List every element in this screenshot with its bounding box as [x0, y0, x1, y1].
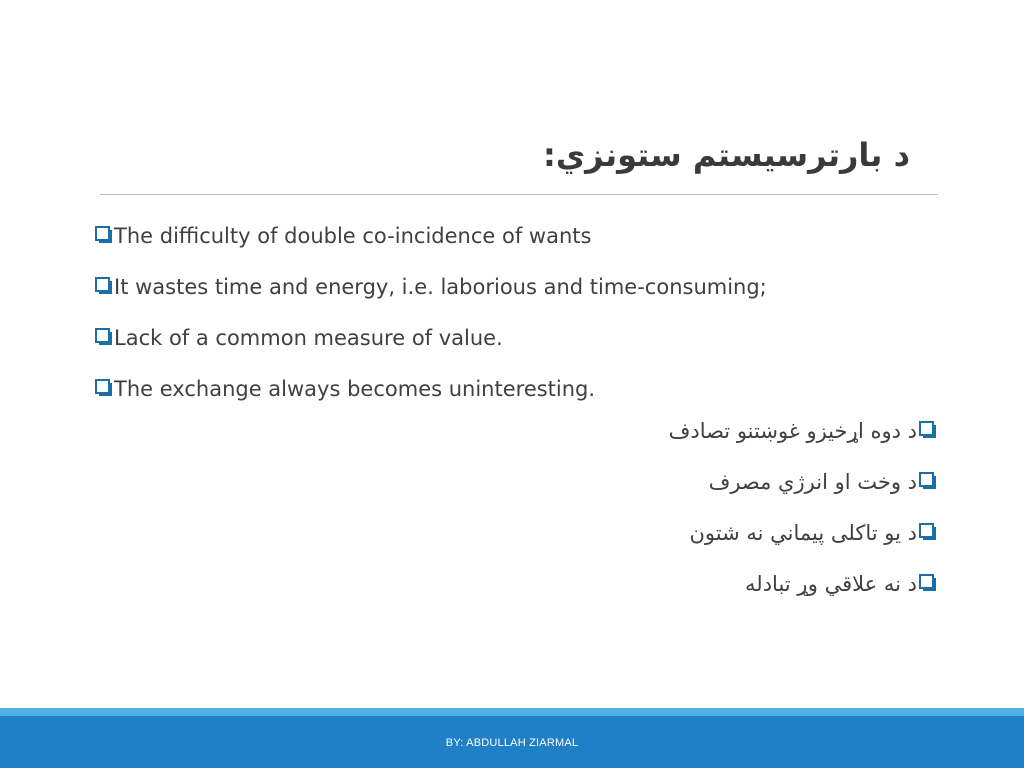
list-item-text: د يو تاکلی پيماني نه شتون [689, 520, 917, 545]
footer-accent-stripe [0, 708, 1024, 716]
square-bullet-icon [919, 523, 934, 538]
list-item [234, 558, 934, 609]
english-bullet-list [95, 210, 955, 414]
list-item [95, 312, 955, 363]
slide-title: د بارترسیستم ستونزي: [543, 136, 910, 174]
list-item-text: It wastes time and energy, i.e. laborious and time-consuming; [114, 274, 767, 299]
square-bullet-icon [919, 472, 934, 487]
list-item [234, 507, 934, 558]
square-bullet-icon [95, 379, 110, 394]
square-bullet-icon [919, 421, 934, 436]
pashto-bullet-list [234, 405, 934, 609]
square-bullet-icon [95, 226, 110, 241]
list-item [234, 405, 934, 456]
list-item-text: The difficulty of double co-incidence of wants [114, 223, 592, 248]
list-item-text: د دوه اړخيزو غوښتنو تصادف [668, 418, 917, 443]
square-bullet-icon [95, 277, 110, 292]
list-item-text: د وخت او انرژي مصرف [708, 469, 917, 494]
list-item-text: Lack of a common measure of value. [114, 325, 503, 350]
list-item-text: The exchange always becomes uninteresting. [114, 376, 596, 401]
square-bullet-icon [919, 574, 934, 589]
list-item [234, 456, 934, 507]
list-item [95, 261, 955, 312]
footer-author: BY: ABDULLAH ZIARMAL [445, 737, 579, 749]
list-item [95, 210, 955, 261]
title-divider [100, 194, 938, 195]
square-bullet-icon [95, 328, 110, 343]
list-item-text: د نه علاقي وړ تبادله [745, 571, 917, 596]
